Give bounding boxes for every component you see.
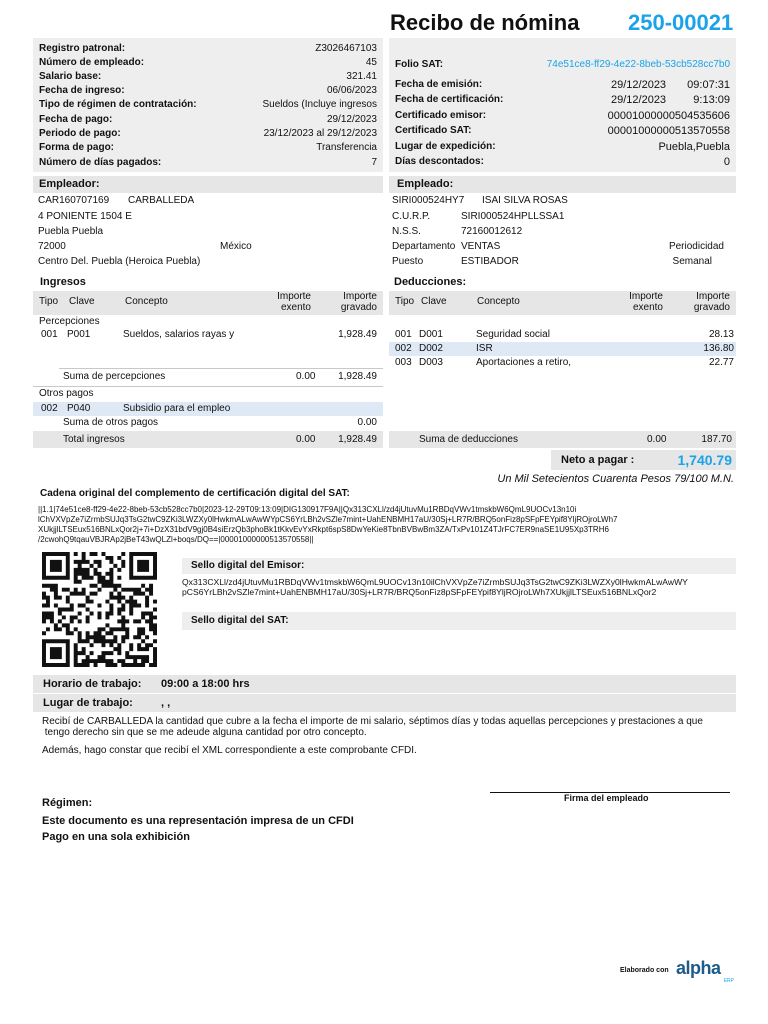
registro-row (33, 98, 383, 112)
sello-sat-header: Sello digital del SAT: (182, 612, 736, 630)
registro-row (33, 84, 383, 98)
registro-label: Registro patronal: (39, 43, 126, 54)
ing-col-clave: Clave (69, 296, 95, 307)
dept-label: Departamento (392, 241, 456, 252)
table-row: 002 D002 ISR 136.80 (389, 342, 736, 356)
certificacion-time: 9:13:09 (693, 94, 730, 106)
registro-value: 06/06/2023 (326, 85, 377, 96)
registro-value: 29/12/2023 (326, 114, 377, 125)
certificacion-date: 29/12/2023 (611, 94, 667, 106)
deducciones-table-header (389, 291, 736, 315)
horario-row: Horario de trabajo: 09:00 a 18:00 hrs (33, 675, 736, 693)
ing-col-gravado: Importe gravado (340, 291, 377, 313)
neto-letras: Un Mil Setecientos Cuarenta Pesos 79/100 M.N. (497, 473, 734, 485)
emision-label: Fecha de emisión: (395, 79, 483, 90)
registro-row (33, 70, 383, 84)
registro-label: Tipo de régimen de contratación: (39, 99, 197, 110)
empleador-rfc: CAR160707169 (38, 195, 110, 206)
lugar-exp-value: Puebla,Puebla (658, 141, 730, 153)
periodicidad-value: Semanal (672, 256, 712, 267)
empleador-block (38, 194, 378, 270)
empleador-header: Empleador: (33, 176, 383, 193)
registro-row (33, 42, 383, 56)
alpha-logo (676, 958, 736, 986)
ingresos-title: Ingresos (40, 276, 86, 288)
empleado-name: ISAI SILVA ROSAS (482, 195, 568, 206)
cert-emisor-value: 00001000000504535606 (607, 110, 730, 122)
emision-time: 09:07:31 (687, 79, 730, 91)
suma-deducciones-row: Suma de deducciones 0.00 187.70 (389, 431, 736, 448)
dept-value: VENTAS (461, 241, 501, 252)
empleador-name: CARBALLEDA (128, 195, 195, 206)
table-row: 001 P001 Sueldos, salarios rayas y 1,928.49 (41, 329, 377, 340)
sello-emisor-header: Sello digital del Emisor: (182, 558, 736, 574)
dias-desc-value: 0 (723, 156, 730, 168)
cadena-title: Cadena original del complemento de certificación digital del SAT: (40, 488, 350, 499)
registro-value: 45 (365, 57, 377, 68)
curp-label: C.U.R.P. (392, 211, 431, 222)
registro-label: Periodo de pago: (39, 128, 121, 139)
regimen-label: Régimen: (42, 797, 93, 809)
registro-label: Número de días pagados: (39, 157, 162, 168)
neto-value: 1,740.79 (677, 452, 732, 468)
empleador-street: 4 PONIENTE 1504 E (38, 211, 132, 222)
puesto-value: ESTIBADOR (461, 256, 519, 267)
table-row: 001 D001 Seguridad social 28.13 (395, 329, 734, 340)
registro-row (33, 156, 383, 170)
empleado-rfc: SIRI000524HY7 (392, 195, 465, 206)
percepciones-label: Percepciones (39, 316, 100, 327)
folio-label: Folio SAT: (395, 59, 444, 70)
registro-block (33, 38, 383, 172)
ing-col-concepto: Concepto (125, 296, 168, 307)
emision-date: 29/12/2023 (611, 79, 667, 91)
registro-row (33, 56, 383, 70)
empleador-cp: 72000 (38, 241, 66, 252)
page-title: Recibo de nómina (390, 10, 580, 35)
nss-label: N.S.S. (392, 226, 421, 237)
registro-label: Forma de pago: (39, 142, 115, 153)
registro-label: Fecha de ingreso: (39, 85, 125, 96)
table-row: 003 D003 Aportaciones a retiro, 22.77 (395, 357, 734, 368)
elaborado-label: Elaborado con (620, 967, 669, 974)
certificacion-label: Fecha de certificación: (395, 94, 504, 105)
qr-code-icon (42, 552, 157, 667)
suma-percepciones-row: Suma de percepciones 0.00 1,928.49 (63, 371, 377, 382)
ded-col-exento: Importe exento (629, 291, 663, 313)
receipt-number: 250-00021 (628, 10, 734, 35)
ingresos-table-header (33, 291, 383, 315)
deducciones-body (389, 316, 736, 426)
lugar-trabajo-row: Lugar de trabajo: , , (33, 694, 736, 712)
declaracion-text: Recibí de CARBALLEDA la cantidad que cubre a la fecha el importe de mi salario, séptimos días y todas aquellas percepciones y prestaciones a que tengo derecho sin que se me adeude alguna cantidad por otro concepto. Además, hago constar que recibí el XML correspondiente a este comprobante CFDI. (42, 716, 703, 756)
registro-label: Fecha de pago: (39, 114, 113, 125)
ded-col-concepto: Concepto (477, 296, 520, 307)
leyenda-cfdi: Este documento es una representación impresa de un CFDI (42, 815, 354, 827)
periodicidad-label: Periodicidad (668, 241, 724, 252)
cert-sat-label: Certificado SAT: (395, 125, 472, 136)
cadena-text: ||1.1|74e51ce8-ff29-4e22-8beb-53cb528cc7b0|2023-12-29T09:13:09|DIG130917F9A||Qx313CXLl/zd4jUtuvMu1RBDqVWv1tmskbW6QmL9UOCv13n10i lChVXVpZe7iZrmbSUJq3TsG2twC9ZKi3LWZXy0lHwkmALwAwWYpCS6YrLBh2vSZle7mint+UahENBMH17aU/30Sj+LR7R/BRQ5onFiz8pSFpFEYpif8YljROjroLWh7 XUkjjlLTSEux516BNLxQor2j+7i+DzX31bdV9gj0B4siErzQb3phoBk1tKkvEvYxRkpt6spS8DwYeKie8TbnBVBwBm3ZA/TxPv101Z4TJrFC7ER9naSE1U95Xp3TRH6 /2cwohQ9tqauVBJRAp2jBeT43wQLZl+boqs/DQ==|00001000000513570558|| (38, 505, 618, 544)
cert-sat-value: 00001000000513570558 (607, 125, 730, 137)
total-ingresos-row: Total ingresos 0.00 1,928.49 (33, 431, 383, 448)
empleado-block (392, 194, 732, 270)
folio-value: 74e51ce8-ff29-4e22-8beb-53cb528cc7b0 (546, 59, 730, 70)
ingresos-body (33, 316, 383, 450)
sello-emisor-text: Qx313CXLl/zd4jUtuvMu1RBDqVWv1tmskbW6QmL9UOCv13n10ilChVXVpZe7iZrmbSUJq3TsG2twC9ZKi3LWZXy0lHwkmALwAwWY pCS6YrLBh2vSZle7mint+UahENBMH17aU/30Sj+LR7R/BRQ5onFiz8pSFpFEYpif8YljROjroLWh7XUkjjlLTSEux516BNLxQor2 (182, 577, 688, 597)
folio-block (389, 38, 736, 172)
ded-col-clave: Clave (421, 296, 447, 307)
alpha-logo-sub: ERP (723, 978, 734, 984)
registro-row (33, 127, 383, 141)
registro-value: Sueldos (Incluye ingresos (262, 99, 377, 110)
ded-col-gravado: Importe gravado (693, 291, 730, 313)
deducciones-title: Deducciones: (394, 276, 467, 288)
registro-value: 321.41 (346, 71, 377, 82)
registro-value: Transferencia (316, 142, 377, 153)
ing-col-tipo: Tipo (39, 296, 59, 307)
neto-row (551, 450, 736, 470)
empleador-district: Centro Del. Puebla (Heroica Puebla) (38, 256, 201, 267)
registro-value: 23/12/2023 al 29/12/2023 (263, 128, 377, 139)
registro-value: 7 (371, 157, 377, 168)
registro-label: Número de empleado: (39, 57, 145, 68)
registro-row (33, 113, 383, 127)
empleador-country: México (220, 241, 252, 252)
firma-label: Firma del empleado (564, 793, 649, 803)
table-row: 002 P040 Subsidio para el empleo (33, 402, 383, 416)
registro-label: Salario base: (39, 71, 102, 82)
ing-col-exento: Importe exento (277, 291, 311, 313)
empleado-header: Empleado: (389, 176, 736, 193)
curp-value: SIRI000524HPLLSSA1 (461, 211, 565, 222)
registro-value: Z3026467103 (315, 43, 377, 54)
neto-label: Neto a pagar : (561, 454, 635, 466)
registro-row (33, 141, 383, 155)
dias-desc-label: Días descontados: (395, 156, 484, 167)
nss-value: 72160012612 (461, 226, 523, 237)
leyenda-pago: Pago en una sola exhibición (42, 831, 190, 843)
suma-otros-row: Suma de otros pagos 0.00 (63, 417, 377, 428)
cert-emisor-label: Certificado emisor: (395, 110, 487, 121)
otros-label: Otros pagos (39, 388, 94, 399)
lugar-exp-label: Lugar de expedición: (395, 141, 496, 152)
empleador-city: Puebla Puebla (38, 226, 104, 237)
puesto-label: Puesto (392, 256, 424, 267)
alpha-logo-text: alpha (676, 958, 721, 978)
ded-col-tipo: Tipo (395, 296, 415, 307)
